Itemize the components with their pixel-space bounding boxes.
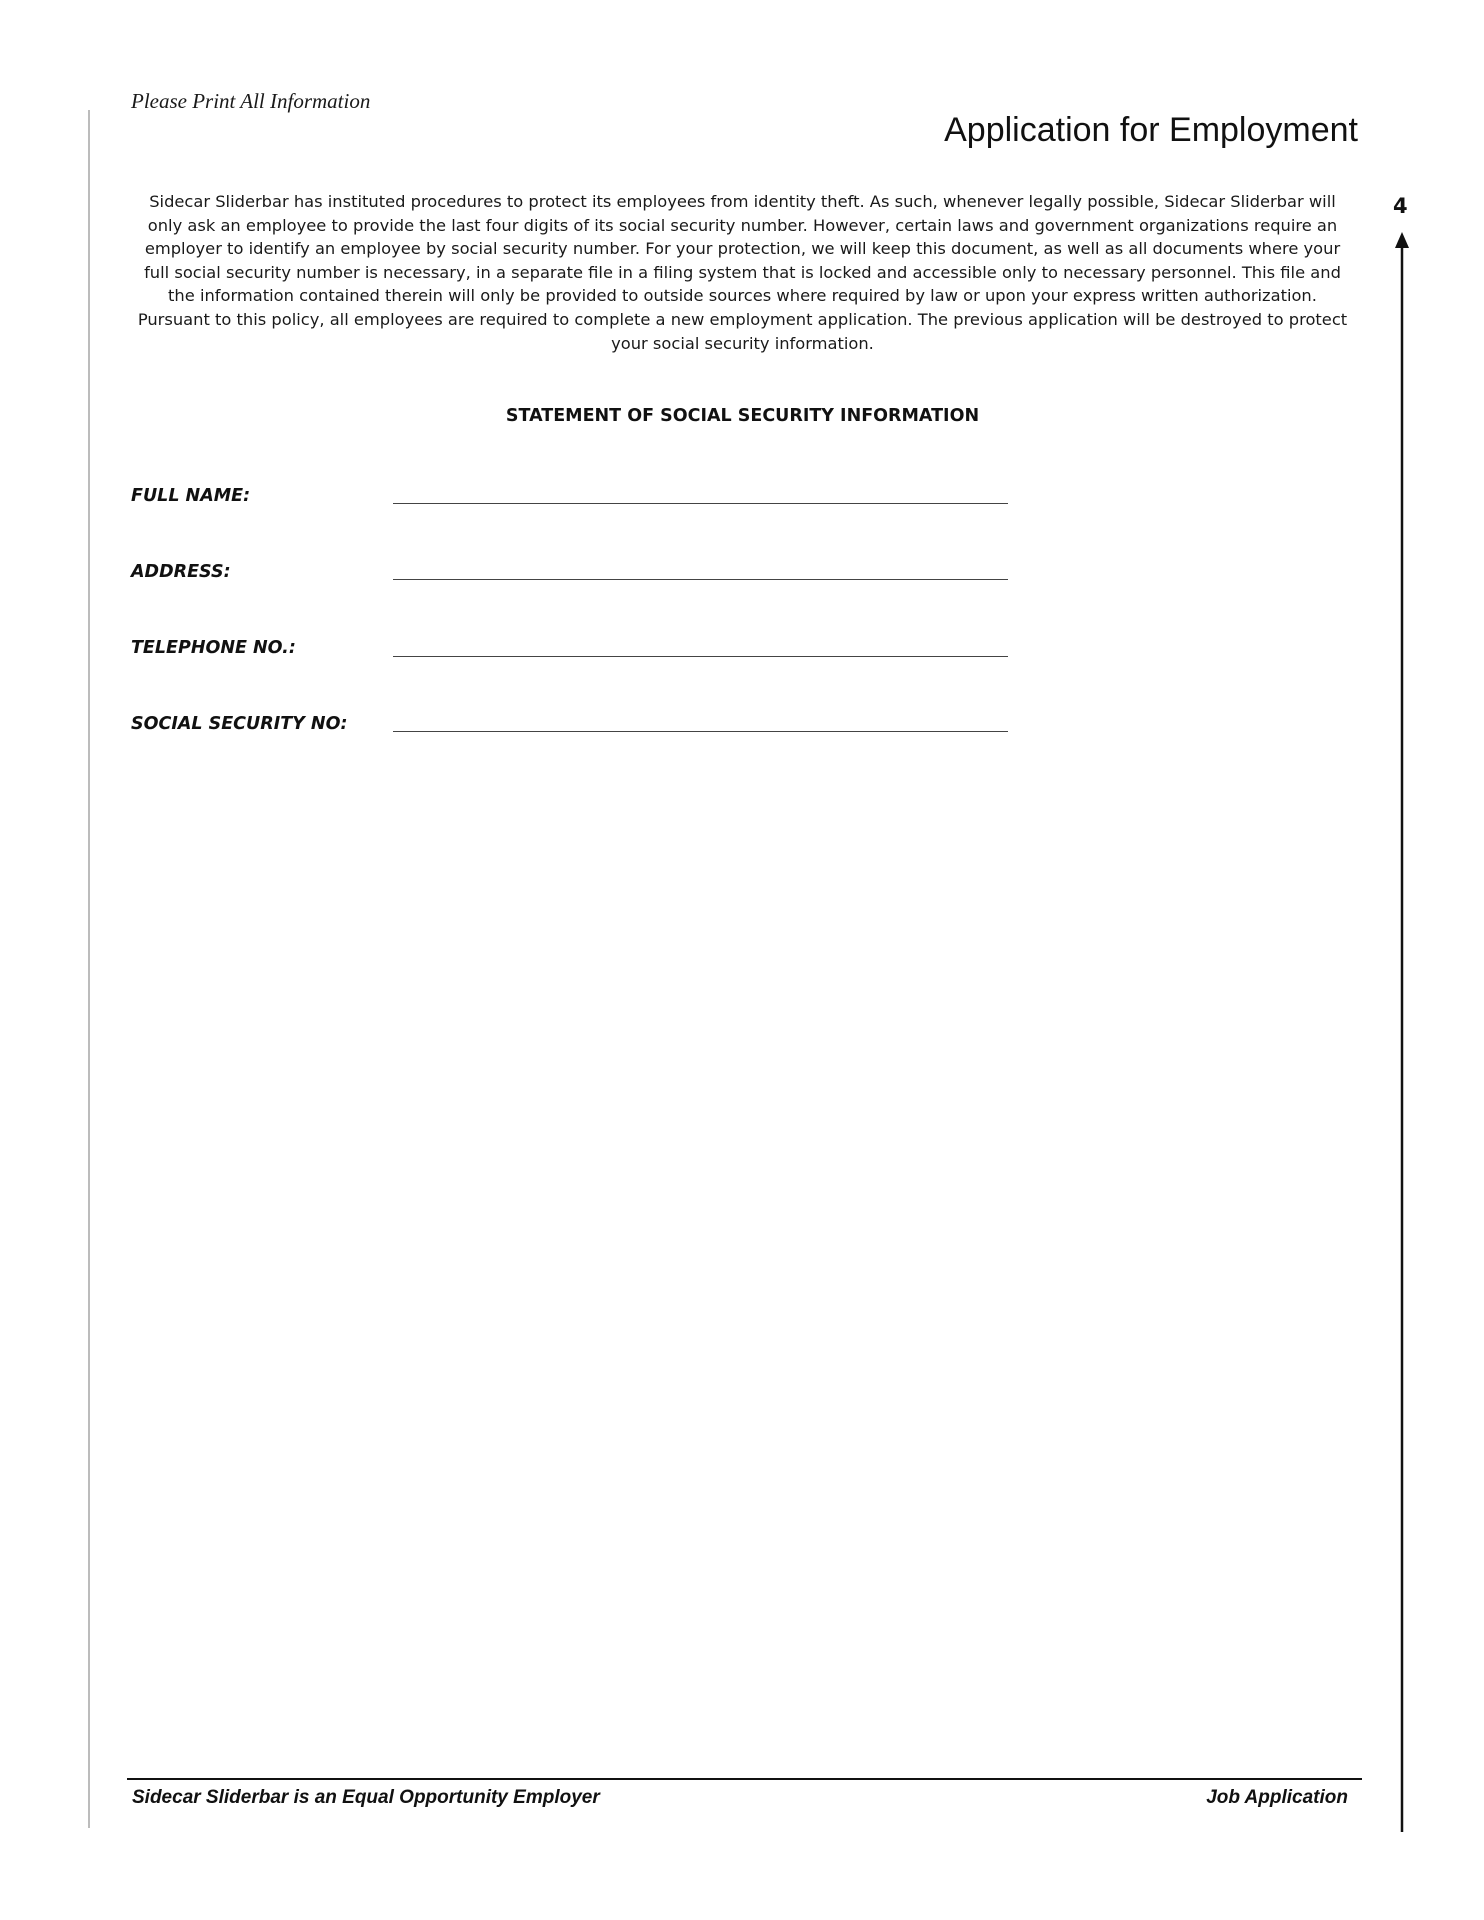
full-name-label: FULL NAME: — [131, 486, 251, 506]
footer-employer-statement: Sidecar Sliderbar is an Equal Opportunity Employer — [132, 1787, 600, 1808]
section-heading: STATEMENT OF SOCIAL SECURITY INFORMATION — [505, 406, 980, 426]
telephone-field[interactable] — [393, 656, 1008, 657]
address-label: ADDRESS: — [131, 562, 231, 582]
social-security-label: SOCIAL SECURITY NO: — [131, 714, 348, 734]
telephone-label: TELEPHONE NO.: — [131, 638, 296, 658]
intro-paragraph: Sidecar Sliderbar has instituted procedures to protect its employees from identity theft. As such, whenever legally possible, Sidecar Sliderbar will only ask an employee to provide the last four digits of its social security number. However, certain laws and government organizations require an employer to identify an employee by social security number. For your protection, we will keep this document, as well as all documents where your full social security number is necessary, in a separate file in a filing system that is locked and accessible only to necessary personnel. This file and the information contained therein will only be provided to outside sources where required by law or upon your express written authorization. Pursuant to this policy, all employees are required to complete a new employment application. The previous application will be destroyed to protect your social security information. — [137, 192, 1348, 353]
full-name-field[interactable] — [393, 503, 1008, 504]
footer-divider — [127, 1778, 1362, 1780]
side-arrow-icon — [1390, 232, 1414, 1832]
footer-document-name: Job Application — [1206, 1787, 1348, 1808]
document-title: Application for Employment — [944, 111, 1358, 149]
print-instruction: Please Print All Information — [131, 89, 371, 113]
left-margin-rule — [88, 110, 90, 1828]
address-field[interactable] — [393, 579, 1008, 580]
page-number: 4 — [1393, 194, 1408, 218]
social-security-field[interactable] — [393, 731, 1008, 732]
